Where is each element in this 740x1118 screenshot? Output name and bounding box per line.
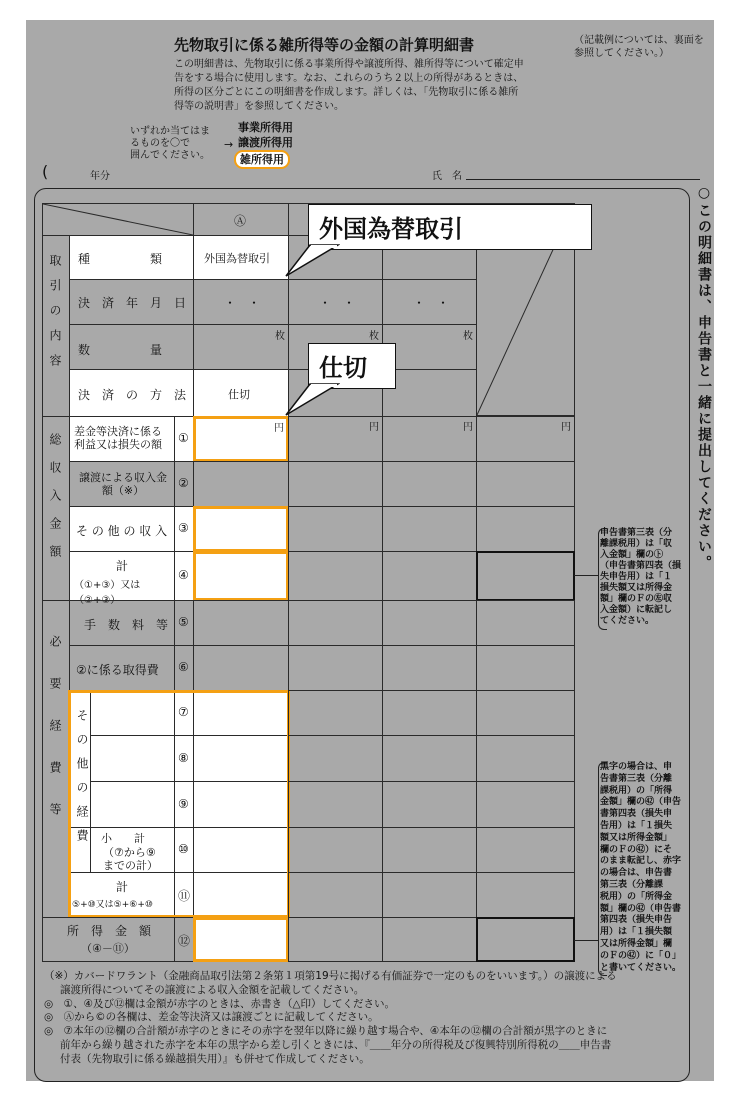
input-c-1[interactable]: 円 <box>382 416 477 462</box>
form-title: 先物取引に係る雑所得等の金額の計算明細書 <box>174 36 475 54</box>
side-note: ○この明細書は、申告書と一緒に提出してください。 <box>696 185 712 571</box>
total-5[interactable] <box>476 600 575 646</box>
col-header-a: Ⓐ <box>193 203 289 236</box>
total-8[interactable] <box>476 735 575 782</box>
callout-method: 仕切 <box>308 343 396 389</box>
callout-pointer <box>284 383 340 417</box>
section-sonota: その他の経費 <box>69 690 91 828</box>
intro-text: この明細書は、先物取引に係る事業所得や譲渡所得、雑所得等について確定申 告をする場合に使用します。なお、これらのうち２以上の所得があるときは、 所得の区分ごとにこの明細書を作成します。詳しくは、「先物取引に係る雑所 得等の説明書」を参照してください。 <box>174 59 524 112</box>
right-note-2: 黒字の場合は、申 告書第三表（分離 課税用）の「所得 金額」欄の㊷（申告 書第四表（損失申 告用）は「１損失 額又は所得金額」 欄のＦの㊷）にそ のまま転記し、赤字 の場合は、申告書 第三表（分離課 税用）の「所得金 額」欄の㊷（申告書 第四表（損失申告 用）は「１損失額 又は所得金額」欄 のＦの㊷）に「０」 と書いてください。 <box>600 762 682 973</box>
input-c-6[interactable] <box>382 645 477 691</box>
circle-num-8: ⑧ <box>174 735 194 782</box>
cell-a-date[interactable]: ・ ・ <box>193 279 289 325</box>
input-a-6[interactable] <box>193 645 289 691</box>
row-label-5: 手 数 料 等 <box>69 600 175 646</box>
form-sheet <box>26 20 714 1081</box>
input-c-10[interactable] <box>382 827 477 873</box>
circle-num-4: ④ <box>174 551 194 601</box>
callout-pointer <box>284 244 340 278</box>
row-label-date: 決 済 年 月 日 <box>69 279 194 325</box>
row-label-2: 譲渡による収入金額（※） <box>69 461 175 507</box>
input-a-1[interactable]: 円 <box>193 416 289 462</box>
circle-num-9: ⑨ <box>174 781 194 828</box>
name-line <box>466 179 700 180</box>
input-b-5[interactable] <box>288 600 383 646</box>
section-hitsuyo: 必要経費等 <box>42 600 70 918</box>
circle-num-11: ⑪ <box>174 872 194 918</box>
circle-num-12: ⑫ <box>174 917 194 962</box>
input-b-10[interactable] <box>288 827 383 873</box>
circle-num-7: ⑦ <box>174 690 194 736</box>
total-6[interactable] <box>476 645 575 691</box>
input-b-1[interactable]: 円 <box>288 416 383 462</box>
callout-shurui: 外国為替取引 <box>308 204 592 250</box>
total-7[interactable] <box>476 690 575 736</box>
input-c-2[interactable] <box>382 461 477 507</box>
cell-b-date[interactable]: ・ ・ <box>288 279 383 325</box>
corner-cell <box>42 203 194 236</box>
circle-num-1: ① <box>174 416 194 462</box>
input-a-12[interactable] <box>193 917 289 962</box>
input-b-7[interactable] <box>288 690 383 736</box>
row-label-4: 計 （①+③）又は（②+③） <box>69 551 175 601</box>
input-b-11[interactable] <box>288 872 383 918</box>
year-label: 年分 <box>90 171 110 182</box>
cell-c-method[interactable] <box>382 369 477 417</box>
orange-highlight-expenses <box>68 690 290 918</box>
section-torihiki: 取引の内容 <box>42 235 70 417</box>
row-label-method: 決 済 の 方 法 <box>69 369 194 417</box>
input-b-2[interactable] <box>288 461 383 507</box>
year-bracket: ( <box>42 162 49 181</box>
input-b-6[interactable] <box>288 645 383 691</box>
income-type-joto[interactable]: 譲渡所得用 <box>238 136 293 149</box>
input-b-12[interactable] <box>288 917 383 962</box>
cell-a-shurui[interactable]: 外国為替取引 <box>193 235 289 280</box>
total-9[interactable] <box>476 781 575 828</box>
total-10[interactable] <box>476 827 575 873</box>
select-instruction: いずれか当てはま るものを〇で 囲んでください。 <box>130 126 210 161</box>
cell-c-date[interactable]: ・ ・ <box>382 279 477 325</box>
input-c-7[interactable] <box>382 690 477 736</box>
connector-line <box>574 575 598 576</box>
circle-num-5: ⑤ <box>174 600 194 646</box>
input-c-9[interactable] <box>382 781 477 828</box>
row-label-11: 計 ⑤+⑩又は⑤+⑥+⑩ <box>69 872 175 918</box>
input-a-2[interactable] <box>193 461 289 507</box>
input-c-5[interactable] <box>382 600 477 646</box>
income-type-zatsu-selected[interactable]: 雑所得用 <box>234 150 290 169</box>
circle-num-10: ⑩ <box>174 827 194 873</box>
income-type-list <box>238 120 294 169</box>
total-2[interactable] <box>476 461 575 507</box>
total-3[interactable] <box>476 506 575 552</box>
input-a-5[interactable] <box>193 600 289 646</box>
total-11[interactable] <box>476 872 575 918</box>
input-c-8[interactable] <box>382 735 477 782</box>
input-c-4[interactable] <box>382 551 477 601</box>
input-c-11[interactable] <box>382 872 477 918</box>
input-c-3[interactable] <box>382 506 477 552</box>
income-type-jigyo[interactable]: 事業所得用 <box>238 121 293 134</box>
input-b-8[interactable] <box>288 735 383 782</box>
total-1[interactable]: 円 <box>476 416 575 462</box>
row-label-3: そ の 他 の 収 入 <box>69 506 175 552</box>
input-a-4[interactable] <box>193 551 289 601</box>
circle-num-3: ③ <box>174 506 194 552</box>
cell-b-quantity[interactable]: 枚 <box>288 324 383 370</box>
row-label-quantity: 数 量 <box>69 324 194 370</box>
diagonal-line <box>43 204 193 235</box>
row-label-shurui: 種 類 <box>69 235 194 280</box>
input-b-9[interactable] <box>288 781 383 828</box>
input-c-12[interactable] <box>382 917 477 962</box>
circle-num-6: ⑥ <box>174 645 194 691</box>
note-right: （記載例については、裏面を参照してください。） <box>574 35 704 59</box>
arrow-icon: → <box>224 138 234 151</box>
input-b-3[interactable] <box>288 506 383 552</box>
row-label-10: 小 計 （⑦から⑨ までの計） <box>90 827 175 873</box>
circle-num-2: ② <box>174 461 194 507</box>
row-label-1: 差金等決済に係る利益又は損失の額 <box>69 416 175 462</box>
cell-a-quantity[interactable]: 枚 <box>193 324 289 370</box>
cell-c-quantity[interactable]: 枚 <box>382 324 477 370</box>
row-label-12: 所 得 金 額 （④－⑪） <box>42 917 175 962</box>
total-4[interactable] <box>476 551 575 601</box>
section-sou: 総収入金額 <box>42 416 70 601</box>
footnotes: （※）カバードワラント（金融商品取引法第２条第１項第19号に掲げる有価証券で一定のものをいいます。）の譲渡による 譲渡所得についてその譲渡による収入金額を記載してください。 ◎ ①、④及び⑫欄は金額が赤字のときは、赤書き（△印）してください。 ◎ Ⓐから©の各欄は、差金等決済又は譲渡ごとに記載してください。 ◎ ⑦本年の⑫欄の合計額が赤字のときにその赤字を翌年以降に繰り越す場合や、④本年の⑫欄の合計額が黒字のときに 前年から繰り越された赤字を本年の黒字から差し引くときには、『＿＿年分の所得税及び復興特別所得税の＿＿申告書 付表（先物取引に係る繰越損失用）』も併せて作成してください。 <box>44 970 617 1065</box>
right-note-1: 申告書第三表（分 離課税用）は「収 入金額」欄の㋣ （申告書第四表（損 失申告用）は「１ 損失額又は所得金 額」欄のＦの㊧収 入金額）に転記し てください。 <box>600 528 682 626</box>
cell-a-method[interactable]: 仕切 <box>193 369 289 417</box>
connector-line <box>574 940 598 941</box>
total-12[interactable] <box>476 917 575 962</box>
name-label: 氏 名 <box>432 171 462 182</box>
row-label-6: ②に係る取得費 <box>69 645 175 691</box>
input-b-4[interactable] <box>288 551 383 601</box>
input-a-3[interactable] <box>193 506 289 552</box>
